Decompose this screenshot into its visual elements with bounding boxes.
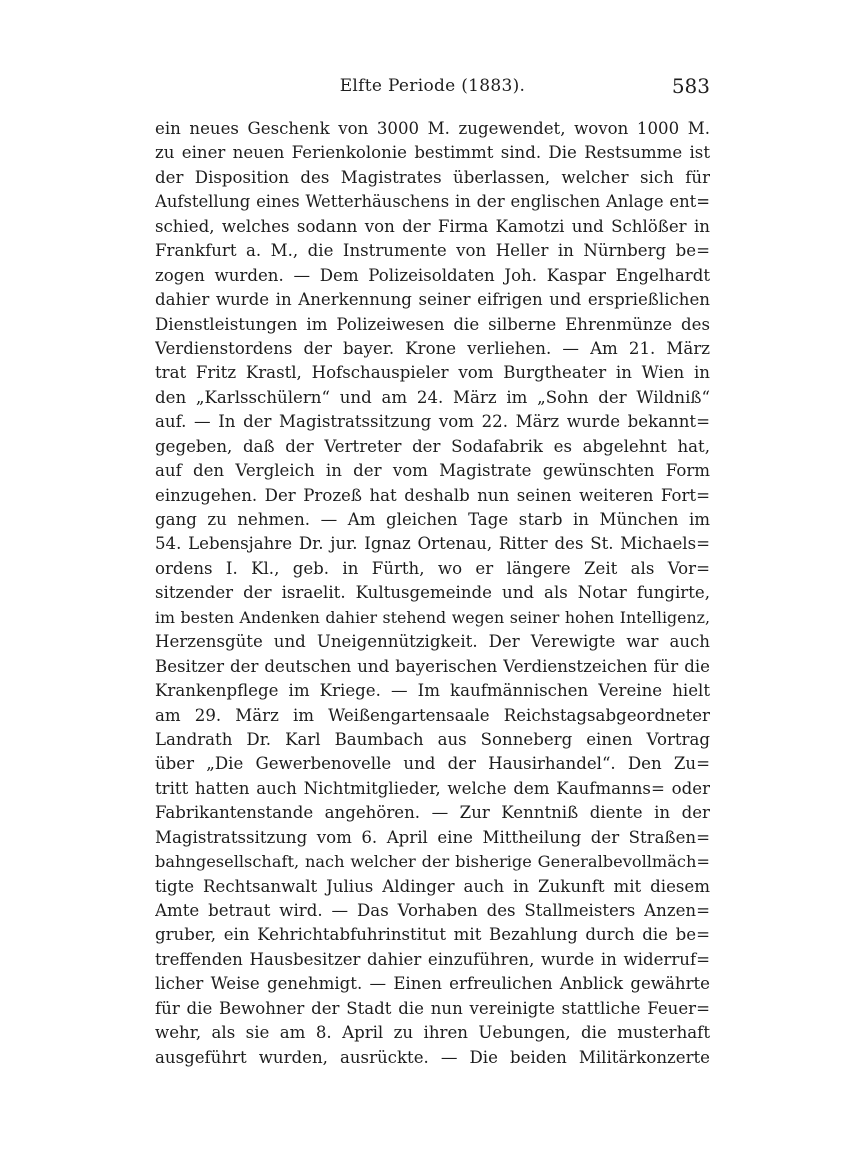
text-line: Landrath Dr. Karl Baumbach aus Sonneberg einen Vortrag [155,729,710,749]
text-line: Aufstellung eines Wetterhäuschens in der englischen Anlage ent= [155,192,710,212]
text-line: Besitzer der deutschen und bayerischen Verdienstzeichen für die [155,656,710,676]
text-line: über „Die Gewerbenovelle und der Hausirhandel“. Den Zu= [155,754,710,774]
text-line: sitzender der israelit. Kultusgemeinde und als Notar fungirte, [155,583,710,603]
body-text [155,117,710,1070]
text-line: zogen wurden. — Dem Polizeisoldaten Joh. Kaspar Engelhardt [155,265,710,285]
text-line: bahngesellschaft, nach welcher der bisherige Generalbevollmäch= [155,852,710,872]
text-line: gruber, ein Kehrichtabfuhrinstitut mit Bezahlung durch die be= [155,925,710,945]
text-line: im besten Andenken dahier stehend wegen seiner hohen Intelligenz, [155,607,710,627]
text-line: den „Karlsschülern“ und am 24. März im „Sohn der Wildniß“ [155,387,710,407]
text-line: schied, welches sodann von der Firma Kamotzi und Schlößer in [155,216,710,236]
text-line: gang zu nehmen. — Am gleichen Tage starb in München im [155,510,710,529]
text-line: dahier wurde in Anerkennung seiner eifrigen und ersprießlichen [155,290,710,310]
text-line: trat Fritz Krastl, Hofschauspieler vom Burgtheater in Wien in [155,363,710,383]
text-line: 54. Lebensjahre Dr. jur. Ignaz Ortenau, Ritter des St. Michaels= [155,534,710,554]
text-line: Amte betraut wird. — Das Vorhaben des Stallmeisters Anzen= [155,901,710,920]
text-line: auf den Vergleich in der vom Magistrate gewünschten Form [155,461,710,481]
text-line: am 29. März im Weißengartensaale Reichstagsabgeordneter [155,705,710,725]
running-head: Elfte Periode (1883). [339,76,526,96]
text-line: auf. — In der Magistratssitzung vom 22. März wurde bekannt= [155,412,710,432]
text-line: Magistratssitzung vom 6. April eine Mittheilung der Straßen= [155,827,710,847]
text-line: ein neues Geschenk von 3000 M. zugewendet, wovon 1000 M. [155,119,710,138]
text-line: zu einer neuen Ferienkolonie bestimmt sind. Die Restsumme ist [155,143,710,163]
text-line: Verdienstordens der bayer. Krone verliehen. — Am 21. März [155,338,710,358]
text-line: für die Bewohner der Stadt die nun vereinigte stattliche Feuer= [155,998,710,1018]
page-header [155,72,710,102]
text-line: der Disposition des Magistrates überlassen, welcher sich für [155,167,710,187]
text-line: tritt hatten auch Nichtmitglieder, welche dem Kaufmanns= oder [155,778,710,798]
text-line: gegeben, daß der Vertreter der Sodafabrik es abgelehnt hat, [155,436,710,456]
text-line: Krankenpflege im Kriege. — Im kaufmännischen Vereine hielt [155,681,710,701]
text-line: Frankfurt a. M., die Instrumente von Heller in Nürnberg be= [155,241,710,261]
text-line: licher Weise genehmigt. — Einen erfreulichen Anblick gewährte [155,974,710,994]
text-line: treffenden Hausbesitzer dahier einzuführen, wurde in widerruf= [155,949,710,969]
text-line: einzugehen. Der Prozeß hat deshalb nun seinen weiteren Fort= [155,485,710,505]
text-line: Herzensgüte und Uneigennützigkeit. Der Verewigte war auch [155,632,710,652]
text-line: tigte Rechtsanwalt Julius Aldinger auch in Zukunft mit diesem [155,876,710,896]
page-number: 583 [671,74,710,98]
text-line: ordens I. Kl., geb. in Fürth, wo er längere Zeit als Vor= [155,558,710,578]
text-line: Fabrikantenstande angehören. — Zur Kenntniß diente in der [155,803,710,823]
text-line: wehr, als sie am 8. April zu ihren Uebungen, die musterhaft [155,1023,710,1043]
text-line: ausgeführt wurden, ausrückte. — Die beiden Militärkonzerte [155,1047,710,1067]
text-line: Dienstleistungen im Polizeiwesen die silberne Ehrenmünze des [155,314,710,334]
